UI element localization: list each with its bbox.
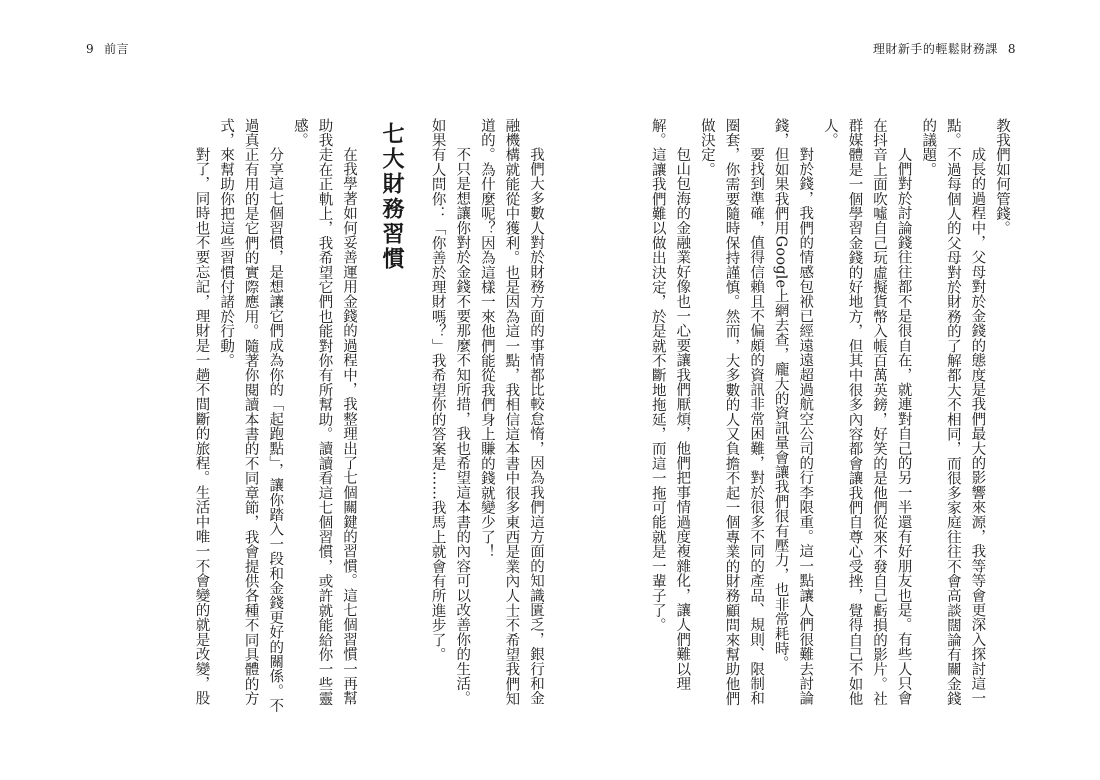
paragraph: 成長的過程中，父母對於金錢的態度是我們最大的影響來源，我等等會更深入探討這一點。不過每個人的父母對於財務的了解都大不相同，而很多家庭往往不會高談闊論有關金錢的議題。 — [920, 118, 986, 706]
right-page-header — [873, 40, 1016, 57]
right-page-body — [564, 118, 1014, 718]
paragraph: 我們大多數人對於財務方面的事情都比較怠惰，因為我們這方面的知識匱乏，銀行和金融機構就能從中獲利。也是因為這一點，我相信這本書中很多東西是業內人士不希望我們知道的。為什麼呢？因為這樣一來他們能從我們身上賺的錢就變少了！ — [478, 118, 544, 706]
paragraph: 不只是想讓你對於金錢不要那麼不知所措，我也希望這本書的內容可以改善你的生活。如果有人問你：「你善於理財嗎？」我希望你的答案是……我馬上就會有所進步了。 — [429, 118, 471, 706]
right-page-book-title: 理財新手的輕鬆財務課 — [872, 42, 998, 56]
right-page-number: 8 — [1007, 42, 1016, 56]
left-page-chapter-title: 前言 — [104, 42, 130, 56]
paragraph: 人們對於討論錢往往都不是很自在，就連對自己的另一半還有好朋友也是。有些人只會在抖音上面吹噓自己玩虛擬貨幣入帳百萬英鎊，好笑的是他們從來不發自己虧損的影片。社群媒體是一個學習金錢的好地方，但其中很多內容都會讓我們自尊心受挫，覺得自己不如他人。 — [821, 118, 912, 706]
paragraph: 對於錢，我們的情感包袱已經遠遠超過航空公司的行李限重。這一點讓人們很難去討論錢，但如果我們用Google上網去查，龐大的資訊量會讓我們很有壓力，也非常耗時。 — [772, 118, 814, 706]
left-page-header — [86, 40, 129, 57]
section-heading: 七大財務習慣 — [379, 122, 405, 272]
paragraph: 分享這七個習慣，是想讓它們成為你的「起跑點」，讓你踏入一段和金錢更好的關係。不過真正有用的是它們的實際應用。隨著你閱讀本書的不同章節，我會提供各種不同具體的方式，來幫助你把這些習慣付諸於行動。 — [218, 118, 284, 714]
paragraph: 教我們如何管錢。 — [994, 118, 1010, 236]
paragraph: 要找到準確，值得信賴且不偏頗的資訊非常困難，對於很多不同的產品、規則、限制和圈套，你需要隨時保持謹慎。然而，大多數的人又負擔不起一個專業的財務顧問來幫助他們做決定。 — [698, 118, 765, 706]
paragraph: 在我學著如何妥善運用金錢的過程中，我整理出了七個關鍵的習慣。這七個習慣一再幫助我走在正軌上，我希望它們也能對你有所幫助。讀讀看這七個習慣，或許就能給你一些靈感。 — [291, 118, 358, 706]
left-page-body — [86, 118, 548, 718]
left-page-number: 9 — [86, 42, 95, 56]
paragraph: 包山包海的金融業好像也一心要讓我們厭煩，他們把事情過度複雜化，讓人們難以理解。這讓我們難以做出決定，於是就不斷地拖延，而這一拖可能就是一輩子了。 — [649, 118, 691, 691]
paragraph: 對了，同時也不要忘記，理財是一趟不間斷的旅程。生活中唯一不會變的就是改變，股 — [193, 147, 210, 706]
